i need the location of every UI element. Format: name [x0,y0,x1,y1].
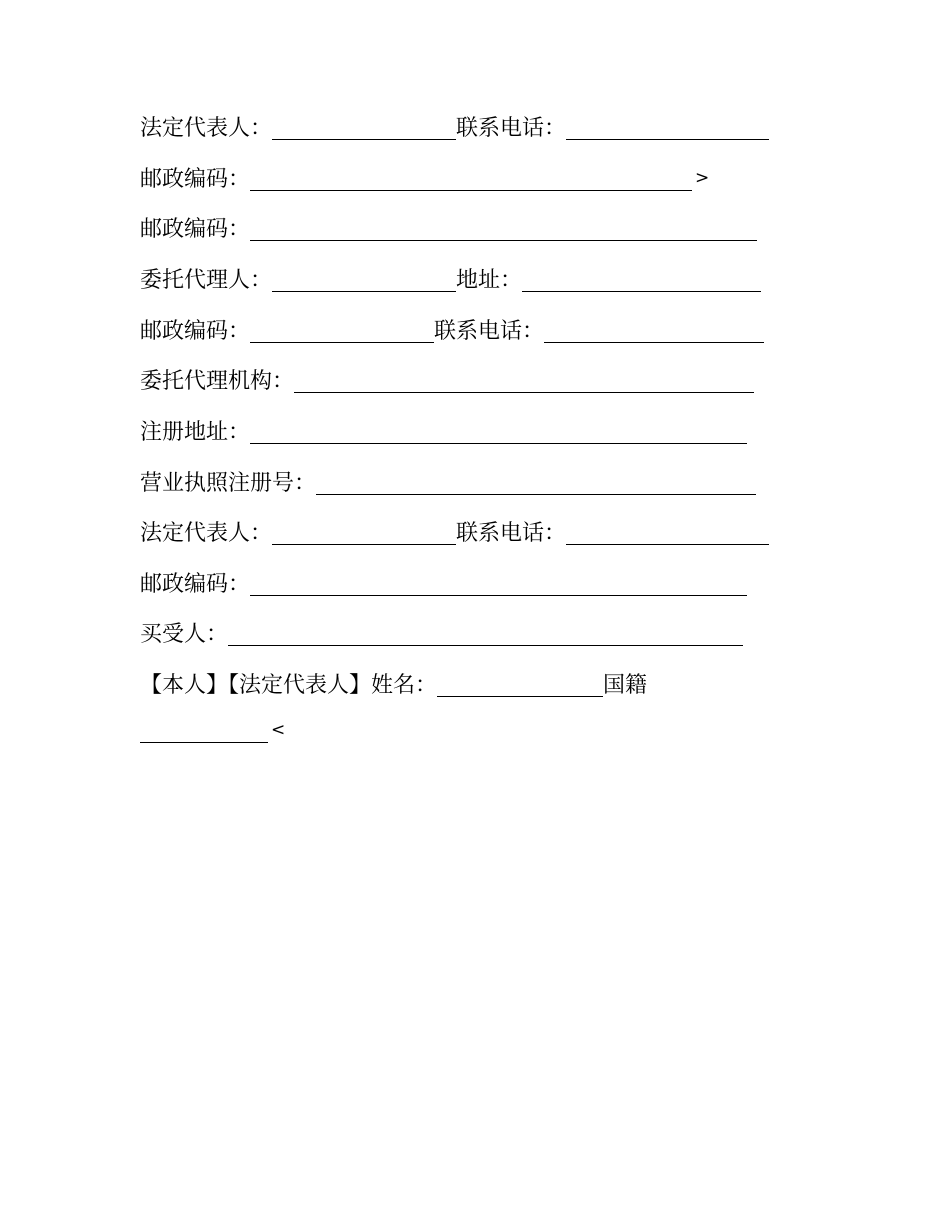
fill-blank[interactable] [228,623,743,646]
fill-blank[interactable] [272,117,456,140]
field-label: 委托代理人： [140,268,273,293]
fill-blank[interactable] [250,573,747,596]
postal-code-line-3 [140,570,747,600]
legal-rep-line-1 [140,114,769,144]
fill-blank[interactable] [566,117,769,140]
field-label: 【本人】【法定代表人】姓名： [140,673,438,698]
fill-blank[interactable] [250,218,757,241]
field-label: 委托代理机构： [140,369,295,394]
field-label: 法定代表人： [140,116,273,141]
fill-blank[interactable] [140,720,268,743]
fill-blank[interactable] [294,370,754,393]
agent-institution-line [140,367,754,397]
field-label: 联系电话： [456,116,567,141]
nationality-blank-line [140,717,285,747]
field-label: 法定代表人： [140,521,273,546]
field-label: 邮政编码： [140,167,251,192]
fill-blank[interactable] [250,320,434,343]
field-label: 地址： [456,268,523,293]
postal-code-line-1 [140,165,709,195]
postal-code-line-2 [140,215,757,245]
fill-blank[interactable] [272,522,456,545]
fill-blank[interactable] [437,674,603,697]
end-mark: > [695,168,710,188]
field-label: 联系电话： [456,521,567,546]
fill-blank[interactable] [250,421,747,444]
fill-blank[interactable] [250,168,692,191]
business-license-line [140,469,756,499]
field-label: 营业执照注册号： [140,471,317,496]
agent-line [140,266,761,296]
fill-blank[interactable] [544,320,764,343]
fill-blank[interactable] [566,522,769,545]
name-nationality-line [140,671,647,701]
field-label: 邮政编码： [140,319,251,344]
registered-address-line [140,418,747,448]
buyer-line [140,620,743,650]
postal-code-phone-line [140,317,764,347]
fill-blank[interactable] [522,269,761,292]
field-label: 国籍 [603,673,648,698]
legal-rep-line-2 [140,519,769,549]
field-label: 买受人： [140,622,229,647]
fill-blank[interactable] [316,472,756,495]
end-mark: < [271,720,286,740]
field-label: 邮政编码： [140,572,251,597]
fill-blank[interactable] [272,269,456,292]
field-label: 邮政编码： [140,217,251,242]
field-label: 注册地址： [140,420,251,445]
field-label: 联系电话： [434,319,545,344]
